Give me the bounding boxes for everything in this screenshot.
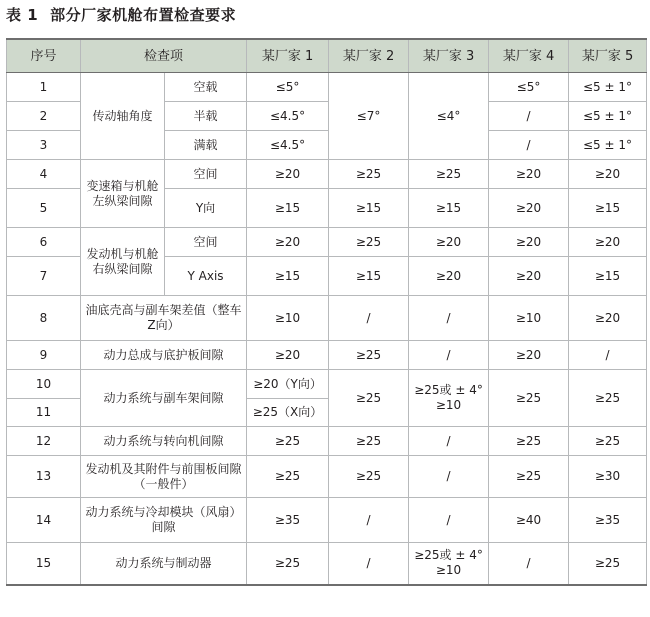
vendor-3-value: ≥25或 ± 4° ≥10 xyxy=(409,370,489,427)
row-number: 2 xyxy=(7,102,81,131)
vendor-1-value: ≥25 xyxy=(247,456,329,498)
vendor-1-value: ≥25（X向） xyxy=(247,399,329,427)
check-item: 动力系统与冷却模块（风扇）间隙 xyxy=(81,498,247,543)
vendor-4-value: ≥20 xyxy=(489,257,569,296)
vendor-4-value: ≥25 xyxy=(489,370,569,427)
vendor-1-value: ≤4.5° xyxy=(247,102,329,131)
vendor-5-value: ≥20 xyxy=(569,228,647,257)
sub-item: 空载 xyxy=(165,73,247,102)
header-vendor-5: 某厂家 5 xyxy=(569,39,647,73)
vendor-4-value: ≤5° xyxy=(489,73,569,102)
table-title: 部分厂家机舱布置检查要求 xyxy=(50,6,237,24)
vendor-2-value: ≤7° xyxy=(329,73,409,160)
row-number: 11 xyxy=(7,399,81,427)
vendor-3-value: ≤4° xyxy=(409,73,489,160)
table-row xyxy=(7,370,647,399)
row-number: 9 xyxy=(7,341,81,370)
vendor-2-value: ≥25 xyxy=(329,456,409,498)
vendor-1-value: ≤4.5° xyxy=(247,131,329,160)
vendor-3-value: ≥20 xyxy=(409,228,489,257)
row-number: 5 xyxy=(7,189,81,228)
vendor-1-value: ≥25 xyxy=(247,427,329,456)
table-row xyxy=(7,543,647,585)
check-item: 动力系统与副车架间隙 xyxy=(81,370,247,427)
header-item: 检查项 xyxy=(81,39,247,73)
row-number: 15 xyxy=(7,543,81,585)
row-number: 3 xyxy=(7,131,81,160)
vendor-4-value: ≥40 xyxy=(489,498,569,543)
sub-item: 空间 xyxy=(165,160,247,189)
sub-item: Y向 xyxy=(165,189,247,228)
row-number: 6 xyxy=(7,228,81,257)
vendor-3-value: / xyxy=(409,341,489,370)
vendor-2-value: ≥25 xyxy=(329,228,409,257)
vendor-3-value: / xyxy=(409,456,489,498)
row-number: 8 xyxy=(7,296,81,341)
vendor-3-value: / xyxy=(409,427,489,456)
vendor-2-value: ≥25 xyxy=(329,370,409,427)
vendor-4-value: ≥20 xyxy=(489,228,569,257)
vendor-3-value: ≥20 xyxy=(409,257,489,296)
check-item: 动力系统与转向机间隙 xyxy=(81,427,247,456)
sub-item: 半载 xyxy=(165,102,247,131)
table-row xyxy=(7,341,647,370)
vendor-1-value: ≥35 xyxy=(247,498,329,543)
header-vendor-4: 某厂家 4 xyxy=(489,39,569,73)
header-vendor-1: 某厂家 1 xyxy=(247,39,329,73)
vendor-4-value: / xyxy=(489,131,569,160)
table-number: 表 1 xyxy=(6,6,39,24)
row-number: 13 xyxy=(7,456,81,498)
header-row xyxy=(7,39,647,73)
vendor-5-value: ≤5 ± 1° xyxy=(569,73,647,102)
vendor-3-value: / xyxy=(409,296,489,341)
vendor-5-value: ≤5 ± 1° xyxy=(569,102,647,131)
vendor-4-value: / xyxy=(489,543,569,585)
check-item: 发动机及其附件与前围板间隙（一般件） xyxy=(81,456,247,498)
table-row xyxy=(7,498,647,543)
header-vendor-3: 某厂家 3 xyxy=(409,39,489,73)
vendor-1-value: ≥15 xyxy=(247,257,329,296)
vendor-5-value: ≥20 xyxy=(569,160,647,189)
vendor-5-value: ≥15 xyxy=(569,257,647,296)
vendor-2-value: / xyxy=(329,543,409,585)
vendor-5-value: ≥25 xyxy=(569,370,647,427)
vendor-2-value: / xyxy=(329,498,409,543)
row-number: 12 xyxy=(7,427,81,456)
vendor-5-value: ≥25 xyxy=(569,543,647,585)
vendor-5-value: ≥20 xyxy=(569,296,647,341)
sub-item: Y Axis xyxy=(165,257,247,296)
vendor-4-value: ≥20 xyxy=(489,341,569,370)
vendor-5-value: ≥25 xyxy=(569,427,647,456)
vendor-3-value: ≥25 xyxy=(409,160,489,189)
check-item: 动力总成与底护板间隙 xyxy=(81,341,247,370)
vendor-2-value: / xyxy=(329,296,409,341)
check-item: 传动轴角度 xyxy=(81,73,165,160)
vendor-5-value: ≤5 ± 1° xyxy=(569,131,647,160)
row-number: 10 xyxy=(7,370,81,399)
vendor-4-value: ≥20 xyxy=(489,189,569,228)
vendor-1-value: ≥20 xyxy=(247,228,329,257)
vendor-5-value: ≥30 xyxy=(569,456,647,498)
vendor-2-value: ≥25 xyxy=(329,341,409,370)
table-row xyxy=(7,73,647,102)
vendor-5-value: ≥35 xyxy=(569,498,647,543)
table-row xyxy=(7,160,647,189)
table-row xyxy=(7,456,647,498)
check-item: 动力系统与制动器 xyxy=(81,543,247,585)
table-row xyxy=(7,228,647,257)
header-no: 序号 xyxy=(7,39,81,73)
table-row xyxy=(7,427,647,456)
vendor-4-value: / xyxy=(489,102,569,131)
vendor-2-value: ≥15 xyxy=(329,257,409,296)
row-number: 7 xyxy=(7,257,81,296)
check-item: 变速箱与机舱左纵梁间隙 xyxy=(81,160,165,228)
vendor-3-value: ≥25或 ± 4° ≥10 xyxy=(409,543,489,585)
vendor-4-value: ≥25 xyxy=(489,456,569,498)
header-vendor-2: 某厂家 2 xyxy=(329,39,409,73)
inspection-table xyxy=(6,38,647,586)
table-row xyxy=(7,296,647,341)
vendor-5-value: / xyxy=(569,341,647,370)
vendor-1-value: ≤5° xyxy=(247,73,329,102)
check-item: 油底壳高与副车架差值（整车Z向） xyxy=(81,296,247,341)
vendor-1-value: ≥20（Y向） xyxy=(247,370,329,399)
vendor-1-value: ≥10 xyxy=(247,296,329,341)
vendor-2-value: ≥25 xyxy=(329,427,409,456)
sub-item: 空间 xyxy=(165,228,247,257)
row-number: 14 xyxy=(7,498,81,543)
vendor-2-value: ≥15 xyxy=(329,189,409,228)
row-number: 1 xyxy=(7,73,81,102)
vendor-4-value: ≥25 xyxy=(489,427,569,456)
vendor-5-value: ≥15 xyxy=(569,189,647,228)
vendor-3-value: / xyxy=(409,498,489,543)
vendor-3-value: ≥15 xyxy=(409,189,489,228)
sub-item: 满载 xyxy=(165,131,247,160)
vendor-2-value: ≥25 xyxy=(329,160,409,189)
vendor-1-value: ≥25 xyxy=(247,543,329,585)
vendor-4-value: ≥10 xyxy=(489,296,569,341)
vendor-1-value: ≥15 xyxy=(247,189,329,228)
vendor-1-value: ≥20 xyxy=(247,341,329,370)
table-caption xyxy=(6,4,236,25)
vendor-4-value: ≥20 xyxy=(489,160,569,189)
vendor-1-value: ≥20 xyxy=(247,160,329,189)
row-number: 4 xyxy=(7,160,81,189)
check-item: 发动机与机舱右纵梁间隙 xyxy=(81,228,165,296)
